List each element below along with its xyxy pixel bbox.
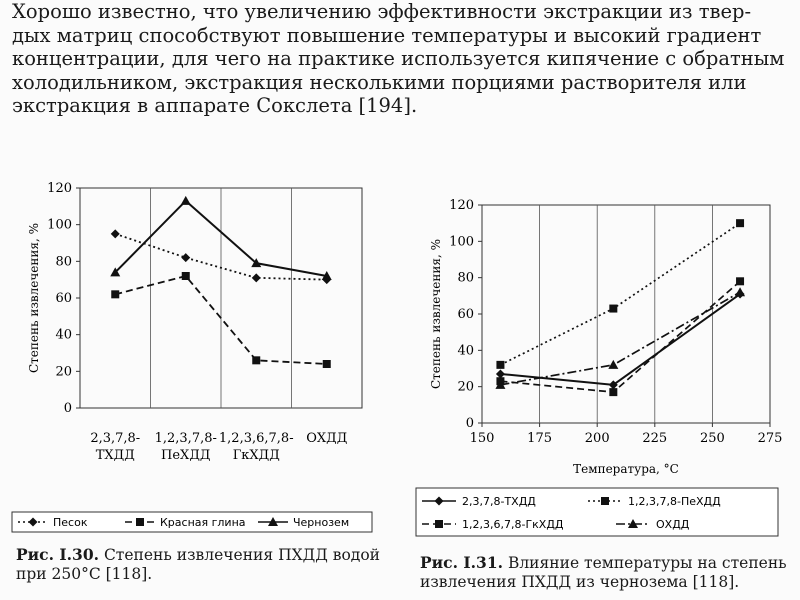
y-tick-label: 100 [47,217,72,233]
figure-2-caption-text: Влияние температуры на степень извлечения ПХДД из чернозема [118]. [420,554,787,591]
y-tick-label: 60 [55,291,72,306]
series-2 [496,277,744,396]
figure-2-chart [410,185,800,540]
data-point [735,287,745,296]
data-point [496,369,505,378]
y-tick-label: 0 [465,416,474,431]
x-tick-label [219,431,294,463]
x-tick-label [306,431,347,446]
x-tick-label: 150 [469,431,495,446]
legend-entry: 1,2,3,7,8-ПеХДД [628,495,721,508]
y-tick-label: 80 [55,254,72,270]
paragraph-line: дых матриц способствуют повышение температуры и высокий градиент [12,23,762,47]
legend-entry: ОХДД [656,518,690,531]
x-tick-label [90,431,140,463]
y-tick-label: 100 [449,234,474,250]
x-tick-label: 250 [699,431,725,446]
x-tick-label: 225 [642,431,668,446]
data-point [111,290,119,298]
x-tick-label-line: 1,2,3,6,7,8- [218,431,294,446]
x-tick-label-line: 1,2,3,7,8- [154,431,217,446]
y-tick-label: 120 [449,198,474,213]
legend-entry: 1,2,3,6,7,8-ГкХДД [462,518,564,531]
figure-1-caption [16,545,396,584]
data-point [181,253,190,262]
y-tick-label: 20 [55,364,72,380]
data-point [608,360,618,369]
series-line [500,281,740,392]
x-tick-label-line: ГкХДД [232,448,280,463]
legend [416,488,778,536]
legend-entry: Чернозем [293,516,350,529]
figure-1-chart [0,170,400,545]
data-point [496,361,504,369]
y-tick-label: 40 [55,327,72,343]
paragraph-line: концентрации, для чего на практике используется кипячение с обратным [12,47,785,70]
figure-2-caption [420,553,795,592]
figure-1-caption-text: Степень извлечения ПХДД водой при 250°С [118]. [16,546,381,583]
y-tick-label: 60 [457,307,474,322]
series-3 [495,287,745,389]
data-point [736,277,744,285]
series-1 [496,219,744,369]
x-tick-label: 200 [584,431,610,446]
data-point [181,196,191,205]
x-tick-label-line: ТХДД [95,448,135,463]
paragraph-line: холодильником, экстракция несколькими порциями растворителя или [12,70,747,94]
y-tick-label: 80 [457,270,474,286]
x-tick-label-line: ПеХДД [161,448,211,463]
data-point [252,356,260,364]
legend-swatch-marker [136,518,144,526]
y-axis-label: Степень извлечения, % [27,222,41,374]
intro-paragraph [12,0,790,118]
figure-2-caption-label: Рис. I.31. [420,553,503,572]
series-line [500,223,740,365]
paragraph-line: Хорошо известно, что увеличению эффективности экстракции из твер- [12,0,752,23]
paragraph-line: экстракция в аппарате Сокслета [194]. [12,94,418,117]
figure-1-caption-label: Рис. I.30. [16,545,99,564]
x-tick-label: 275 [757,431,783,446]
y-tick-label: 40 [457,343,474,359]
x-axis-label: Температура, °С [573,462,679,476]
data-point [736,219,744,227]
legend [12,512,372,532]
x-tick-label-line: 2,3,7,8- [90,431,141,446]
data-point [252,273,261,282]
y-tick-label: 20 [457,379,474,395]
data-point [609,305,617,313]
series-0 [496,290,745,390]
legend-entry: Песок [53,516,88,529]
y-tick-label: 120 [47,181,72,196]
legend-entry: 2,3,7,8-ТХДД [462,495,536,508]
legend-entry: Красная глина [160,516,246,529]
series-line [500,294,740,385]
x-tick-label: 175 [527,431,553,446]
data-point [323,360,331,368]
data-point [182,272,190,280]
legend-swatch-marker [435,520,443,528]
data-point [609,388,617,396]
y-tick-label: 0 [63,401,72,416]
legend-swatch-marker [601,497,609,505]
plot-area-frame [482,205,770,423]
x-tick-label-line: ОХДД [306,431,348,446]
data-point [111,229,120,238]
y-axis-label: Степень извлечения, % [429,238,443,390]
series-line [500,292,740,385]
x-tick-label [155,431,217,463]
